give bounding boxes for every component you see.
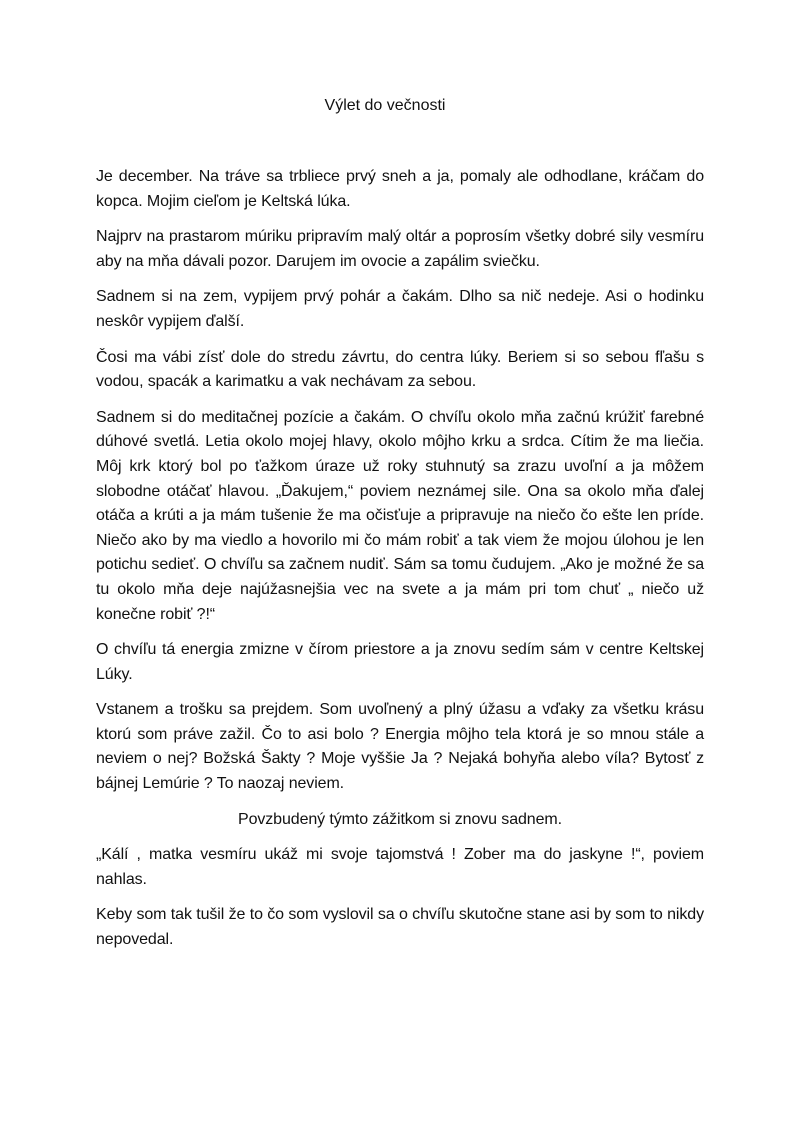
document-title: Výlet do večnosti [324,97,446,114]
paragraph-5: Sadnem si do meditačnej pozície a čakám. O chvíľu okolo mňa začnú krúžiť farebné dúhové svetlá. Letia okolo mojej hlavy, okolo môjho krku a srdca. Cítim že ma liečia. Môj krk ktorý bol po ťažkom úraze už roky stuhnutý sa zrazu uvoľní a ja môžem slobodne otáčať hlavou. „Ďakujem,“ poviem neznámej sile. Ona sa okolo mňa ďalej otáča a krúti a ja mám tušenie že ma očisťuje a pripravuje na niečo čo ešte len príde. Niečo ako by ma viedlo a hovorilo mi čo mám robiť a tak viem že mojou úlohou je len potichu sedieť. O chvíľu sa začnem nudiť. Sám sa tomu čudujem. „Ako je možné že sa tu okolo mňa deje najúžasnejšia vec na svete a ja mám pri tom chuť „ niečo už konečne robiť ?!“ [96,408,704,623]
paragraph-4: Čosi ma vábi zísť dole do stredu závrtu, do centra lúky. Beriem si so sebou fľašu s vodou, spacák a karimatku a vak nechávam za sebou. [96,348,704,391]
paragraph-9: „Kálí , matka vesmíru ukáž mi svoje tajomstvá ! Zober ma do jaskyne !“, poviem nahlas. [96,846,704,888]
paragraph-3: Sadnem si na zem, vypijem prvý pohár a čakám. Dlho sa nič nedeje. Asi o hodinku neskôr vypijem ďalší. [96,288,704,330]
paragraph-7: Vstanem a trošku sa prejdem. Som uvoľnený a plný úžasu a vďaky za všetku krásu ktorú som práve zažil. Čo to asi bolo ? Energia môjho tela ktorá je so mnou stále a neviem o nej? Božská Šakty ? Moje vyššie Ja ? Nejaká bohyňa alebo víla? Bytosť z bájnej Lemúrie ? To naozaj neviem. [96,701,704,793]
paragraph-10: Keby som tak tušil že to čo som vyslovil sa o chvíľu skutočne stane asi by som to nikdy nepovedal. [96,906,704,949]
document-body [96,165,704,964]
paragraph-1: Je december. Na tráve sa trbliece prvý sneh a ja, pomaly ale odhodlane, kráčam do kopca. Mojim cieľom je Keltská lúka. [96,168,704,210]
paragraph-6: O chvíľu tá energia zmizne v čírom priestore a ja znovu sedím sám v centre Keltskej Lúky. [96,641,704,683]
paragraph-8-centered: Povzbudený týmto zážitkom si znovu sadnem. [238,810,562,828]
paragraph-2: Najprv na prastarom múriku pripravím malý oltár a poprosím všetky dobré sily vesmíru aby na mňa dávali pozor. Darujem im ovocie a zapálim sviečku. [96,228,704,270]
